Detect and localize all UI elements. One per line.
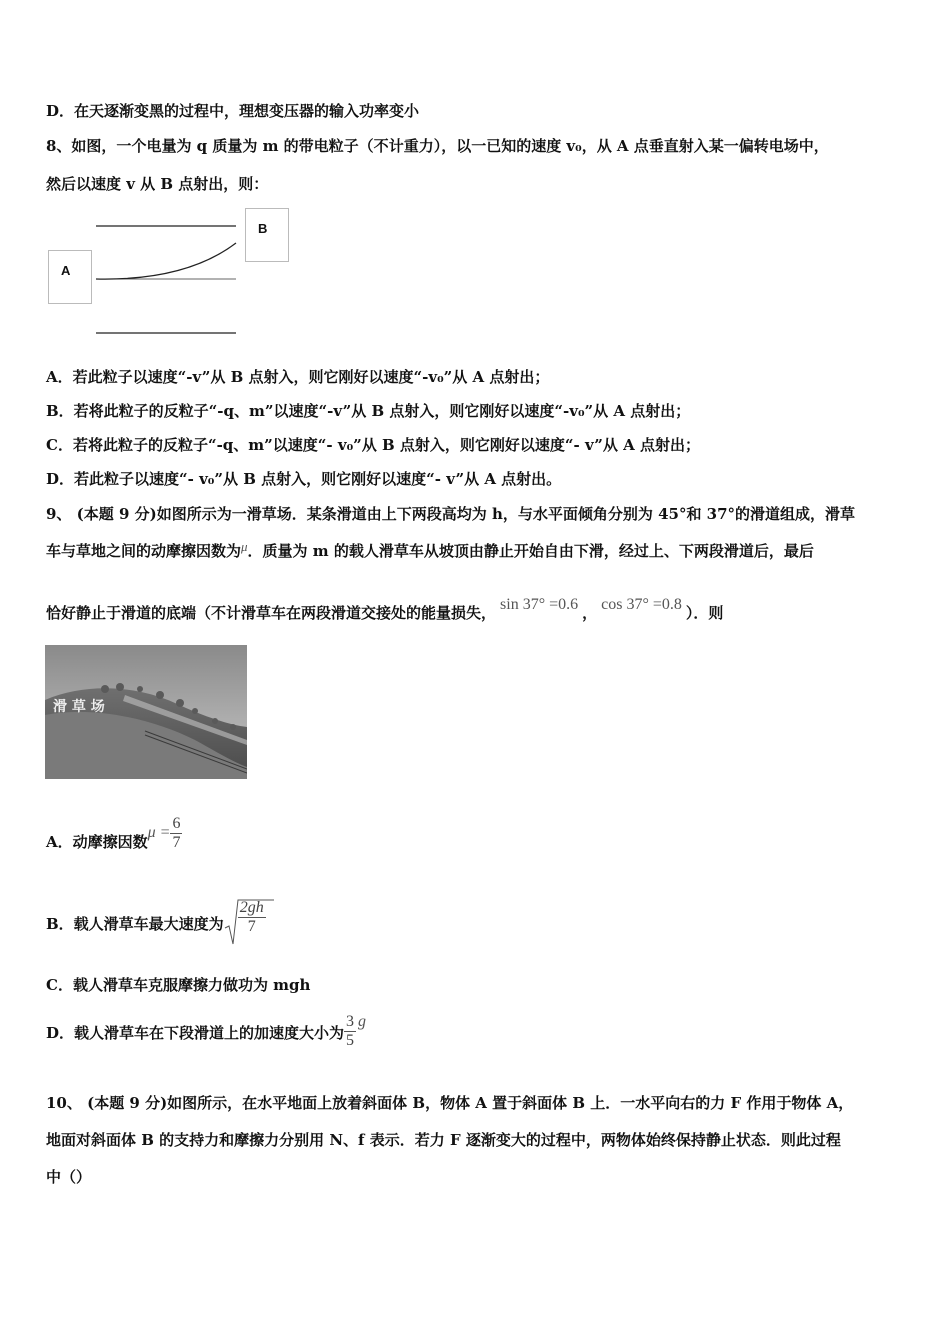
comma: ， — [582, 604, 598, 622]
q9-option-b-label: B．载人滑草车最大速度为 — [46, 915, 224, 933]
q10-stem-line2: 地面对斜面体 B 的支持力和摩擦力分别用 N、f 表示．若力 F 逐渐变大的过程中，两物体始终保持静止状态．则此过程 — [46, 1131, 841, 1149]
q9-option-b — [46, 894, 274, 950]
q9-stem-line3-a: 恰好静止于滑道的底端（不计滑草车在两段滑道交接处的能量损失， — [46, 604, 497, 622]
q9-option-c: C．载人滑草车克服摩擦力做功为 mgh — [46, 976, 311, 994]
q9-stem-line3 — [46, 596, 724, 624]
q8-option-a: A．若此粒子以速度“-v”从 B 点射入，则它刚好以速度“-v₀”从 A 点射出； — [46, 368, 550, 386]
q9-option-d — [46, 1010, 366, 1060]
particle-trajectory — [96, 243, 236, 279]
point-b-box — [245, 208, 289, 262]
q9-stem-line2-b: ．质量为 m 的载人滑草车从坡顶由静止开始自由下滑，经过上、下两段滑道后，最后 — [247, 542, 814, 560]
q8-stem-line2: 然后以速度 v 从 B 点射出，则： — [46, 175, 269, 193]
q10-stem-line3: 中（） — [46, 1168, 92, 1186]
point-a-box — [48, 250, 92, 304]
q9-stem-line2-a: 车与草地之间的动摩擦因数为 — [46, 542, 242, 560]
photo-caption: 滑 草 场 — [53, 699, 105, 715]
q9-stem-line1: 9、 (本题 9 分)如图所示为一滑草场．某条滑道由上下两段高均为 h，与水平面倾角分别为 45°和 37°的滑道组成，滑草 — [46, 505, 856, 523]
g-symbol: g — [358, 1013, 367, 1030]
q9-stem-line3-b: ）．则 — [685, 604, 724, 622]
q9-option-a-label: A．动摩擦因数 — [46, 833, 148, 851]
mu-symbol: μ — [241, 539, 248, 554]
grass-slide-photo — [45, 645, 247, 779]
sqrt-fraction — [238, 899, 266, 936]
fraction-6-7 — [170, 815, 182, 852]
fraction-numerator: 6 — [172, 814, 181, 832]
sqrt-expression — [224, 892, 274, 952]
q7-option-d: D．在天逐渐变黑的过程中，理想变压器的输入功率变小 — [46, 102, 420, 120]
fraction-denominator: 5 — [346, 1031, 355, 1049]
q9-option-d-label: D．载人滑草车在下段滑道上的加速度大小为 — [46, 1024, 345, 1042]
cos-value: cos 37° =0.8 — [601, 596, 682, 613]
point-b-label: B — [258, 221, 268, 236]
point-a-label: A — [61, 263, 71, 278]
fraction-numerator: 3 — [346, 1012, 355, 1030]
q9-option-a — [46, 814, 182, 863]
sqrt-denominator: 7 — [238, 917, 266, 936]
sin-value: sin 37° =0.6 — [500, 596, 579, 613]
q9-stem-line2 — [46, 541, 814, 562]
q8-option-b: B．若将此粒子的反粒子“-q、m”以速度“-v”从 B 点射入，则它刚好以速度“-v₀”从 A 点射出； — [46, 402, 691, 420]
q8-option-d: D．若此粒子以速度“- v₀”从 B 点射入，则它刚好以速度“- v”从 A 点射出。 — [46, 470, 562, 488]
fraction-3-5 — [344, 1013, 356, 1050]
mu-equals: μ = — [147, 824, 171, 841]
q10-stem-line1: 10、 (本题 9 分)如图所示，在水平地面上放着斜面体 B，物体 A 置于斜面体 B 上．一水平向右的力 F 作用于物体 A， — [46, 1094, 854, 1112]
q8-option-c: C．若将此粒子的反粒子“-q、m”以速度“- v₀”从 B 点射入，则它刚好以速度“- v”从 A 点射出； — [46, 436, 700, 454]
q8-stem-line1: 8、如图，一个电量为 q 质量为 m 的带电粒子（不计重力），以一已知的速度 v₀，从 A 点垂直射入某一偏转电场中， — [46, 137, 829, 155]
fraction-denominator: 7 — [172, 833, 181, 851]
sqrt-numerator: 2gh — [239, 899, 264, 916]
